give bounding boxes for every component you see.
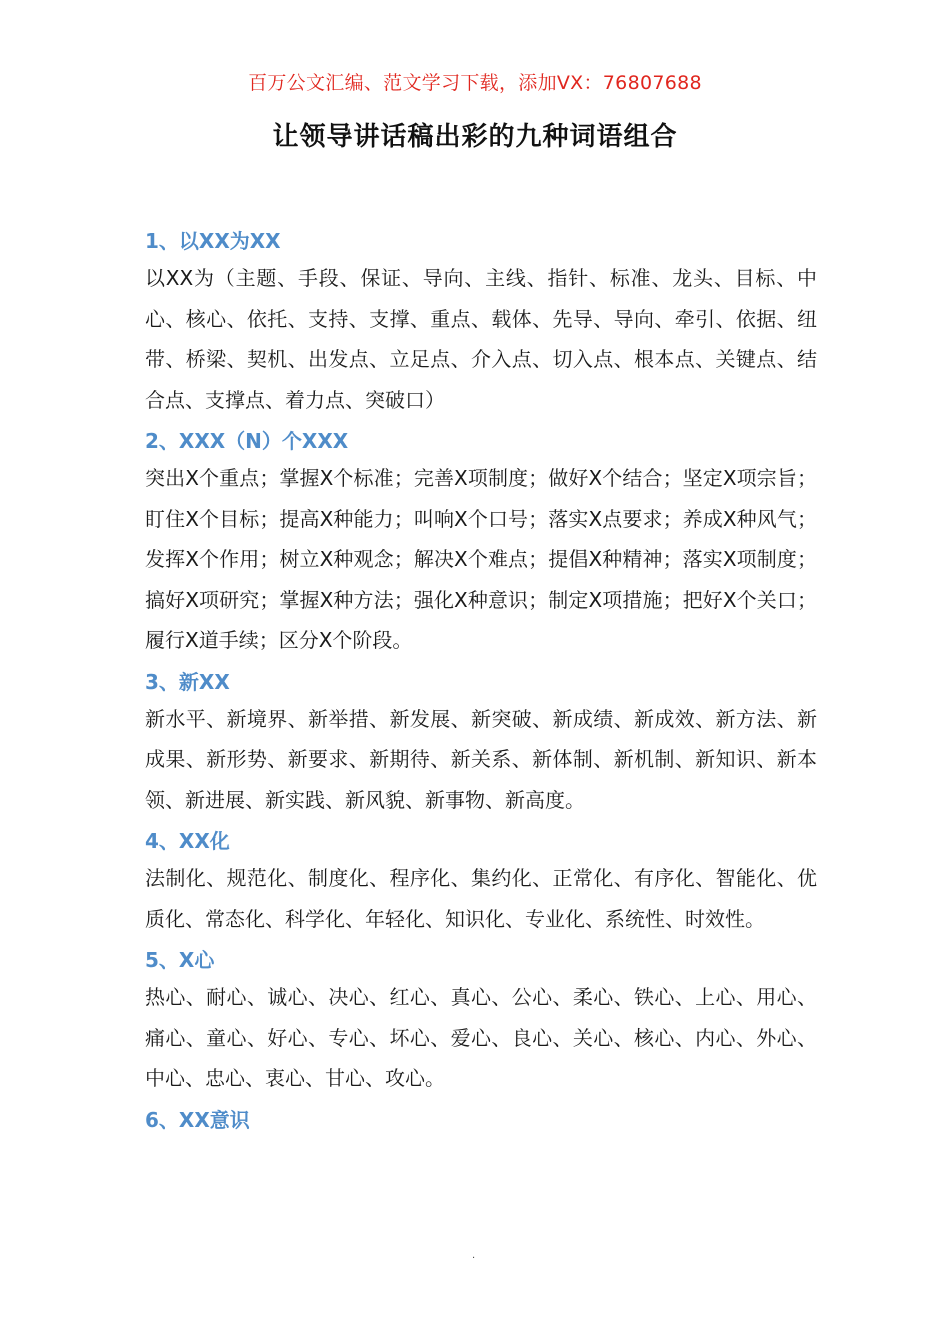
promo-banner: 百万公文汇编、范文学习下载，添加VX：76807688 (248, 72, 702, 94)
section-4 (145, 824, 817, 939)
page-marker: . (472, 1250, 476, 1261)
section-heading: 3、新XX (145, 669, 230, 694)
section-heading: 6、XX意识 (145, 1107, 250, 1132)
section-1 (145, 224, 817, 420)
section-2 (145, 424, 817, 661)
section-text: 突出X个重点；掌握X个标准；完善X项制度；做好X个结合；坚定X项宗旨；盯住X个目标；提高X种能力；叫响X个口号；落实X点要求；养成X种风气；发挥X个作用；树立X种观念；解决X个难点；提倡X种精神；落实X项制度；搞好X项研究；掌握X种方法；强化X种意识；制定X项措施；把好X个关口；履行X道手续；区分X个阶段。 (145, 466, 817, 652)
section-3 (145, 665, 817, 821)
section-text: 法制化、规范化、制度化、程序化、集约化、正常化、有序化、智能化、优质化、常态化、科学化、年轻化、知识化、专业化、系统性、时效性。 (145, 866, 817, 931)
document-title: 让领导讲话稿出彩的九种词语组合 (272, 122, 678, 152)
section-heading: 1、以XX为XX (145, 229, 281, 253)
document-body (145, 224, 817, 1137)
section-heading: 5、X心 (145, 948, 215, 972)
section-text: 热心、耐心、诚心、决心、红心、真心、公心、柔心、铁心、上心、用心、痛心、童心、好心、专心、坏心、爱心、良心、关心、核心、内心、外心、中心、忠心、衷心、甘心、攻心。 (145, 985, 817, 1090)
section-heading: 2、XXX（N）个XXX (145, 429, 349, 453)
section-heading: 4、XX化 (145, 829, 230, 853)
section-6 (145, 1103, 817, 1137)
section-text: 新水平、新境界、新举措、新发展、新突破、新成绩、新成效、新方法、新成果、新形势、新要求、新期待、新关系、新体制、新机制、新知识、新本领、新进展、新实践、新风貌、新事物、新高度。 (145, 706, 817, 812)
section-text: 以XX为（主题、手段、保证、导向、主线、指针、标准、龙头、目标、中心、核心、依托、支持、支撑、重点、载体、先导、导向、牵引、依据、纽带、桥梁、契机、出发点、立足点、介入点、切入点、根本点、关键点、结合点、支撑点、着力点、突破口） (145, 266, 817, 412)
section-5 (145, 943, 817, 1099)
